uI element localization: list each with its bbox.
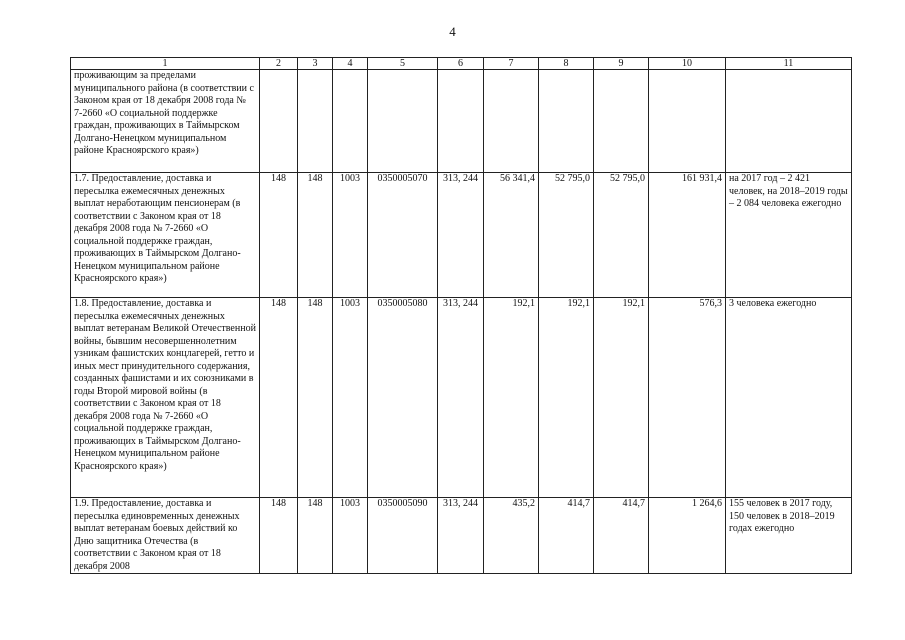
column-header: 8 [539, 58, 594, 70]
cell-col5: 0350005090 [368, 498, 438, 574]
cell-col2 [260, 70, 298, 173]
cell-col10 [649, 70, 726, 173]
cell-col8: 192,1 [539, 298, 594, 498]
cell-col7: 192,1 [484, 298, 539, 498]
cell-col4: 1003 [333, 173, 368, 298]
cell-col10: 161 931,4 [649, 173, 726, 298]
cell-col3: 148 [298, 498, 333, 574]
cell-col3 [298, 70, 333, 173]
page-number: 4 [449, 24, 456, 39]
cell-col7 [484, 70, 539, 173]
row-description: 1.9. Предоставление, доставка и пересылка единовременных денежных выплат ветеранам боевых действий ко Дню защитника Отечества (в соответствии с Законом края от 18 декабря 2008 [71, 498, 260, 574]
cell-col9 [594, 70, 649, 173]
cell-col2: 148 [260, 498, 298, 574]
cell-col5: 0350005070 [368, 173, 438, 298]
budget-table [70, 57, 852, 574]
column-header: 10 [649, 58, 726, 70]
cell-col8: 52 795,0 [539, 173, 594, 298]
cell-col4 [333, 70, 368, 173]
cell-col9: 414,7 [594, 498, 649, 574]
cell-col9: 52 795,0 [594, 173, 649, 298]
cell-col7: 435,2 [484, 498, 539, 574]
cell-col2: 148 [260, 298, 298, 498]
column-header: 3 [298, 58, 333, 70]
table-row [71, 298, 852, 498]
cell-col8: 414,7 [539, 498, 594, 574]
cell-col3: 148 [298, 298, 333, 498]
row-description: проживающим за пределами муниципального района (в соответствии с Законом края от 18 декабря 2008 года № 7-2660 «О социальной поддержке граждан, проживающих в Таймырском Долгано-Ненецком муниципальном районе Красноярского края») [71, 70, 260, 173]
cell-col11 [726, 70, 852, 173]
column-header: 2 [260, 58, 298, 70]
column-header: 7 [484, 58, 539, 70]
cell-col7: 56 341,4 [484, 173, 539, 298]
cell-col10: 1 264,6 [649, 498, 726, 574]
table-row [71, 498, 852, 574]
cell-col6: 313, 244 [438, 298, 484, 498]
table-header-row [71, 58, 852, 70]
table-row [71, 173, 852, 298]
cell-col11: 155 человек в 2017 году, 150 человек в 2018–2019 годах ежегодно [726, 498, 852, 574]
cell-col5: 0350005080 [368, 298, 438, 498]
column-header: 9 [594, 58, 649, 70]
table-row [71, 70, 852, 173]
cell-col6 [438, 70, 484, 173]
cell-col10: 576,3 [649, 298, 726, 498]
cell-col11: на 2017 год – 2 421 человек, на 2018–2019 годы – 2 084 человека ежегодно [726, 173, 852, 298]
cell-col6: 313, 244 [438, 173, 484, 298]
cell-col6: 313, 244 [438, 498, 484, 574]
cell-col4: 1003 [333, 298, 368, 498]
cell-col5 [368, 70, 438, 173]
column-header: 6 [438, 58, 484, 70]
cell-col3: 148 [298, 173, 333, 298]
row-description: 1.8. Предоставление, доставка и пересылка ежемесячных денежных выплат ветеранам Великой Отечественной войны, бывшим несовершеннолетним узникам фашистских концлагерей, гетто и иных мест принудительного содержания, созданных фашистами и их союзниками в годы Второй мировой войны (в соответствии с Законом края от 18 декабря 2008 года № 7-2660 «О социальной поддержке граждан, проживающих в Таймырском Долгано-Ненецком муниципальном районе Красноярского края») [71, 298, 260, 498]
column-header: 11 [726, 58, 852, 70]
cell-col8 [539, 70, 594, 173]
cell-col4: 1003 [333, 498, 368, 574]
cell-col11: 3 человека ежегодно [726, 298, 852, 498]
column-header: 1 [71, 58, 260, 70]
column-header: 4 [333, 58, 368, 70]
cell-col2: 148 [260, 173, 298, 298]
row-description: 1.7. Предоставление, доставка и пересылка ежемесячных денежных выплат неработающим пенсионерам (в соответствии с Законом края от 18 декабря 2008 года № 7-2660 «О социальной поддержке граждан, проживающих в Таймырском Долгано-Ненецком муниципальном районе Красноярского края») [71, 173, 260, 298]
cell-col9: 192,1 [594, 298, 649, 498]
column-header: 5 [368, 58, 438, 70]
